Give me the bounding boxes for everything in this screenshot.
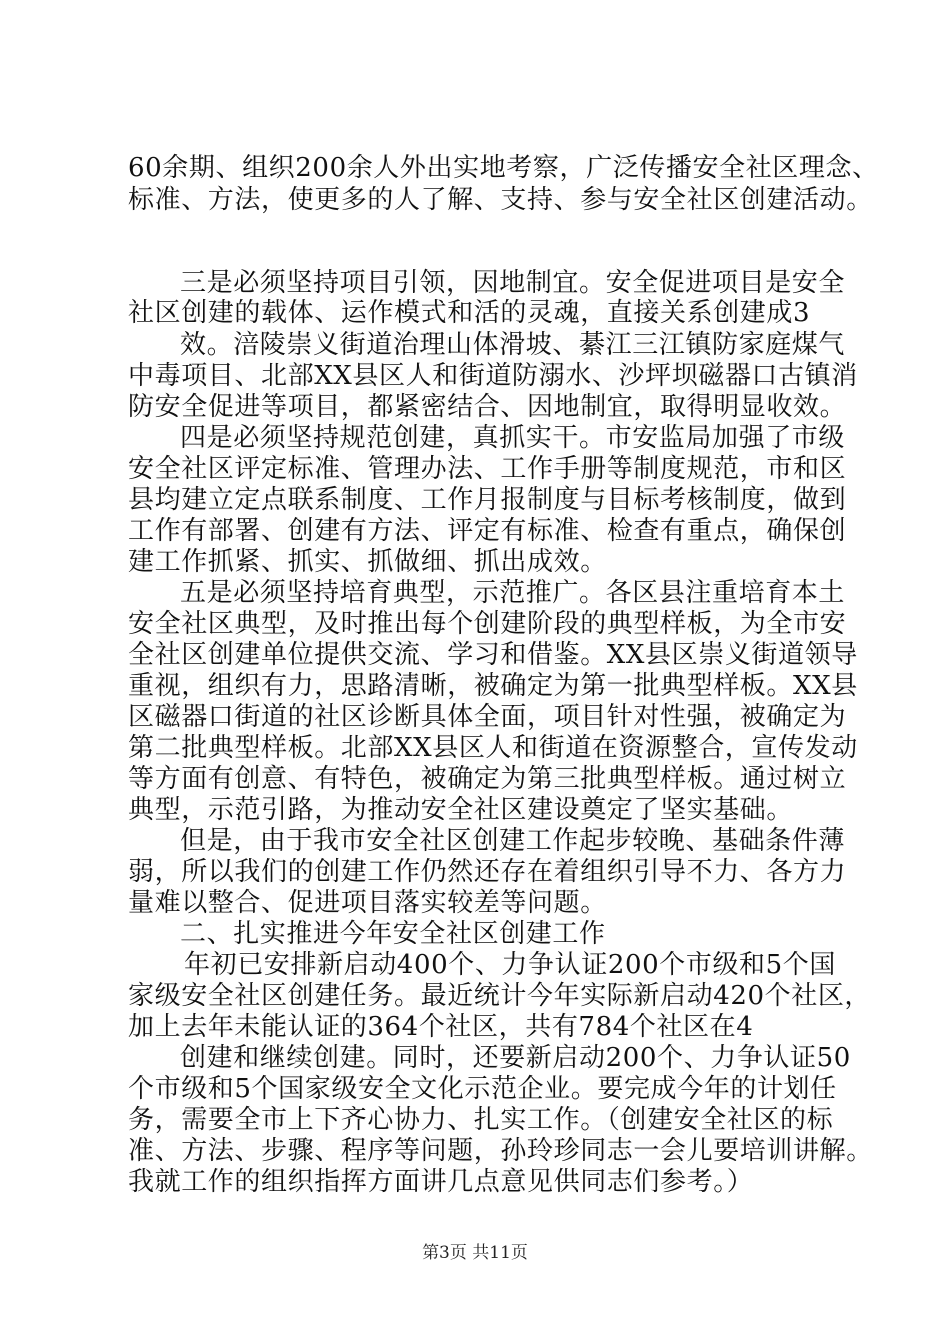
text-line: 创建和继续创建。同时，还要新启动200个、力争认证50 — [180, 1043, 851, 1073]
text-line: 建工作抓紧、抓实、抓做细、抓出成效。 — [128, 547, 607, 577]
text-line: 安全社区评定标准、管理办法、工作手册等制度规范，市和区 — [128, 454, 847, 484]
text-line: 典型，示范引路，为推动安全社区建设奠定了坚实基础。 — [128, 795, 794, 825]
text-line: 60余期、组织200余人外出实地考察，广泛传播安全社区理念、 — [128, 153, 879, 183]
text-line: 工作有部署、创建有方法、评定有标准、检查有重点，确保创 — [128, 516, 847, 546]
text-line: 准、方法、步骤、程序等问题，孙玲珍同志一会儿要培训讲解。 — [128, 1136, 873, 1166]
paragraph-start-line: 年初已安排新启动400个、力争认证200个市级和5个国 — [184, 950, 836, 980]
text-line: 效。涪陵崇义街道治理山体滑坡、綦江三江镇防家庭煤气 — [180, 330, 846, 360]
text-line: 加上去年未能认证的364个社区，共有784个社区在4 — [128, 1012, 754, 1042]
text-line: 我就工作的组织指挥方面讲几点意见供同志们参考。） — [128, 1167, 754, 1197]
paragraph-start-line: 四是必须坚持规范创建，真抓实干。市安监局加强了市级 — [180, 423, 846, 453]
text-line: 标准、方法，使更多的人了解、支持、参与安全社区创建活动。 — [128, 185, 873, 215]
text-line: 等方面有创意、有特色，被确定为第三批典型样板。通过树立 — [128, 764, 847, 794]
text-line: 社区创建的载体、运作模式和活的灵魂，直接关系创建成3 — [128, 298, 811, 328]
text-line: 全社区创建单位提供交流、学习和借鉴。XX县区崇义街道领导 — [128, 640, 858, 670]
text-line: 务，需要全市上下齐心协力、扎实工作。（创建安全社区的标 — [128, 1105, 834, 1135]
text-line: 重视，组织有力，思路清晰，被确定为第一批典型样板。XX县 — [128, 671, 858, 701]
text-line: 区磁器口街道的社区诊断具体全面，项目针对性强，被确定为 — [128, 702, 847, 732]
text-line: 量难以整合、促进项目落实较差等问题。 — [128, 888, 607, 918]
paragraph-start-line: 三是必须坚持项目引领，因地制宜。安全促进项目是安全 — [180, 268, 846, 298]
text-line: 安全社区典型，及时推出每个创建阶段的典型样板，为全市安 — [128, 609, 847, 639]
text-line: 中毒项目、北部XX县区人和街道防溺水、沙坪坝磁器口古镇消 — [128, 361, 858, 391]
paragraph-start-line: 但是，由于我市安全社区创建工作起步较晚、基础条件薄 — [180, 826, 846, 856]
text-line: 个市级和5个国家级安全文化示范企业。要完成今年的计划任 — [128, 1074, 837, 1104]
page-number-footer: 第3页 共11页 — [422, 1243, 528, 1263]
section-heading: 二、扎实推进今年安全社区创建工作 — [180, 919, 606, 949]
paragraph-start-line: 五是必须坚持培育典型，示范推广。各区县注重培育本土 — [180, 578, 846, 608]
text-line: 县均建立定点联系制度、工作月报制度与目标考核制度，做到 — [128, 485, 847, 515]
text-line: 弱，所以我们的创建工作仍然还存在着组织引导不力、各方力 — [128, 857, 847, 887]
text-line: 第二批典型样板。北部XX县区人和街道在资源整合，宣传发动 — [128, 733, 858, 763]
text-line: 防安全促进等项目，都紧密结合、因地制宜，取得明显收效。 — [128, 392, 847, 422]
text-line: 家级安全社区创建任务。最近统计今年实际新启动420个社区， — [128, 981, 872, 1011]
